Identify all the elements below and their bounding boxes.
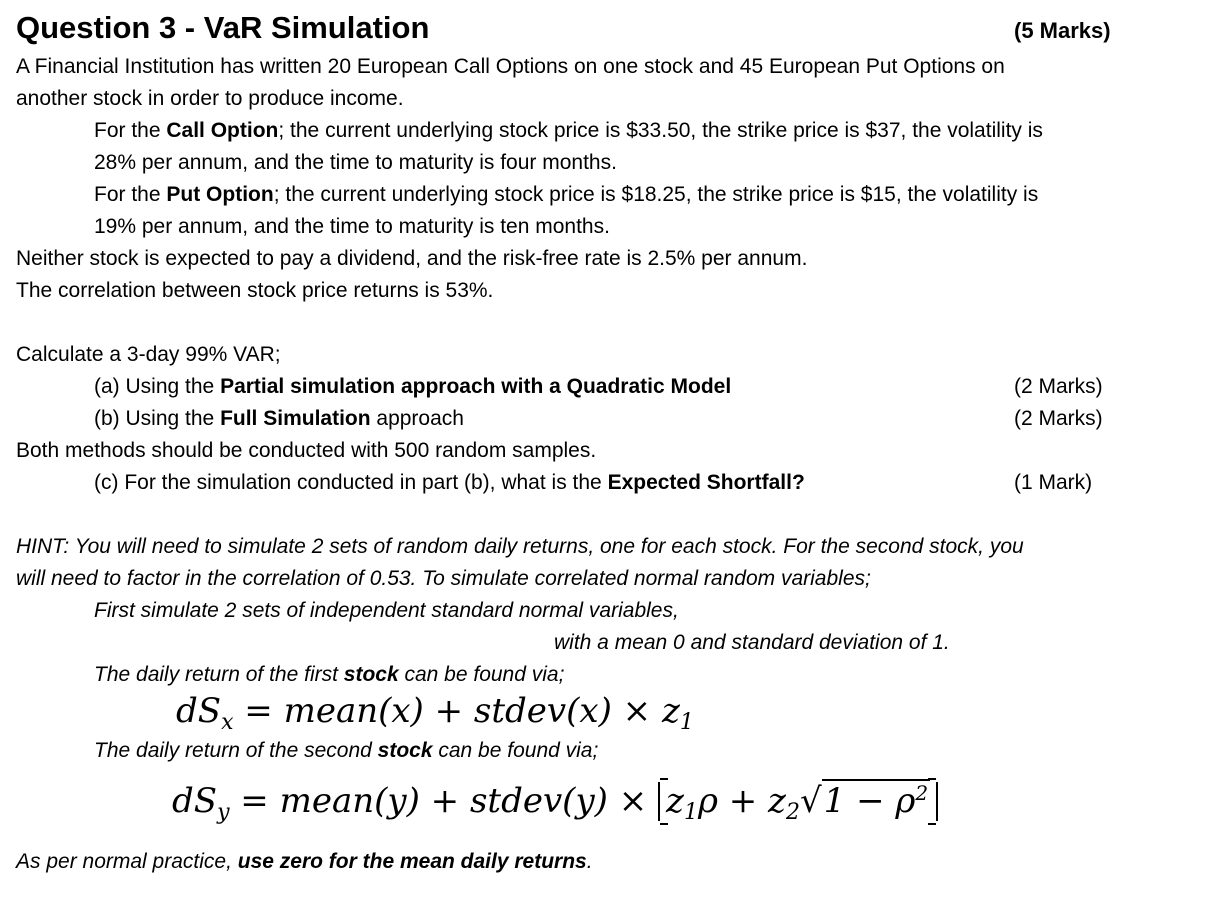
part-c: [94, 471, 805, 495]
formula2-lhs: dS: [172, 781, 218, 821]
part-c-question: Expected Shortfall?: [607, 471, 805, 494]
hint-line-1: HINT: You will need to simulate 2 sets of random daily returns, one for each stock. For the second stock, you: [16, 535, 1024, 558]
formula2-z1-sub: 1: [683, 800, 698, 825]
sqrt-symbol: $√1 - \rho^2$: [799, 781, 929, 821]
formula2-lhs-sub: y: [217, 800, 230, 825]
call-option-line-2: 28% per annum, and the time to maturity is four months.: [94, 151, 617, 174]
put-prefix: For the: [94, 183, 167, 206]
part-a-prefix: (a) Using the: [94, 375, 221, 398]
call-details: ; the current underlying stock price is $33.50, the strike price is $37, the volatility is: [278, 119, 1043, 142]
formula1-lhs: dS: [176, 691, 222, 731]
dividend-statement: Neither stock is expected to pay a dividend, and the risk-free rate is 2.5% per annum.: [16, 247, 808, 270]
formula2-rhs: = mean(y) + stdev(y) ×: [229, 781, 659, 821]
intro-line-2: another stock in order to produce income.: [16, 87, 404, 110]
formula2-z1: z: [666, 781, 684, 821]
call-prefix: For the: [94, 119, 167, 142]
formula2-z2-sub: 2: [785, 800, 800, 825]
hint-line-2: will need to factor in the correlation of 0.53. To simulate correlated normal random variables;: [16, 567, 871, 590]
part-b-prefix: (b) Using the: [94, 407, 221, 430]
practice-prefix: As per normal practice,: [16, 850, 238, 873]
formula2-root: 1 − ρ: [823, 781, 916, 821]
practice-bold: use zero for the mean daily returns: [237, 850, 587, 873]
call-option-line-1: [94, 119, 1043, 143]
part-c-marks: (1 Mark): [1014, 471, 1093, 494]
put-details: ; the current underlying stock price is $18.25, the strike price is $15, the volatility is: [273, 183, 1039, 206]
intro-line-1: A Financial Institution has written 20 European Call Options on one stock and 45 European Put Options on: [16, 55, 1005, 78]
total-marks: (5 Marks): [1014, 18, 1111, 43]
correlation-statement: The correlation between stock price returns is 53%.: [16, 279, 494, 302]
first-stock-suffix: can be found via;: [398, 663, 565, 686]
formula-second-stock: [172, 781, 938, 825]
formula1-rhs: = mean(x) + stdev(x) × z: [233, 691, 680, 731]
part-b: [94, 407, 464, 431]
sample-size-statement: Both methods should be conducted with 500 random samples.: [16, 439, 597, 462]
part-a-marks: (2 Marks): [1014, 375, 1103, 398]
practice-note: [16, 850, 593, 874]
formula2-bracket: [658, 781, 938, 825]
first-stock-prefix: The daily return of the first: [94, 663, 344, 686]
call-option-label: Call Option: [166, 119, 279, 142]
second-stock-prefix: The daily return of the second: [94, 739, 378, 762]
first-stock-label: [94, 663, 564, 687]
formula2-radicand: [822, 779, 930, 821]
second-stock-label: [94, 739, 598, 763]
put-option-label: Put Option: [166, 183, 274, 206]
second-stock-suffix: can be found via;: [432, 739, 599, 762]
part-b-method: Full Simulation: [220, 407, 371, 430]
put-option-line-1: [94, 183, 1038, 207]
part-b-suffix: approach: [370, 407, 464, 430]
formula2-root-sup: 2: [915, 781, 929, 805]
formula1-rhs-sub: 1: [679, 710, 694, 735]
question-title: Question 3 - VaR Simulation: [16, 10, 430, 45]
hint-line-4: with a mean 0 and standard deviation of 1.: [554, 631, 950, 654]
formula-first-stock: [176, 691, 694, 735]
formula2-rho: ρ +: [697, 781, 769, 821]
calculate-instruction: Calculate a 3-day 99% VAR;: [16, 343, 281, 366]
formula1-lhs-sub: x: [221, 710, 234, 735]
practice-suffix: .: [586, 850, 593, 873]
hint-line-3: First simulate 2 sets of independent standard normal variables,: [94, 599, 679, 622]
part-c-prefix: (c) For the simulation conducted in part (b), what is the: [94, 471, 608, 494]
part-a-method: Partial simulation approach with a Quadratic Model: [220, 375, 732, 398]
second-stock-bold: stock: [377, 739, 433, 762]
first-stock-bold: stock: [343, 663, 399, 686]
formula2-z2: z: [768, 781, 786, 821]
part-a: [94, 375, 731, 399]
put-option-line-2: 19% per annum, and the time to maturity is ten months.: [94, 215, 610, 238]
part-b-marks: (2 Marks): [1014, 407, 1103, 430]
